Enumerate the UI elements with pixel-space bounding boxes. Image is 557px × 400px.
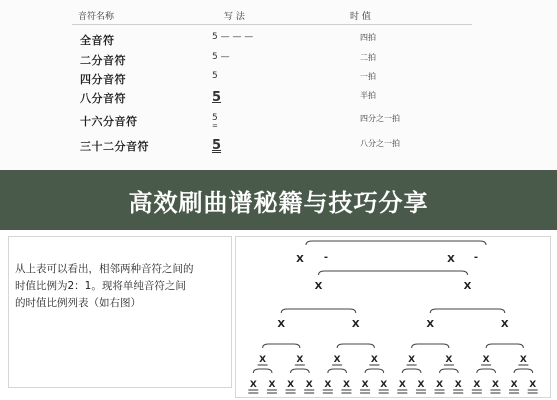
tree-note: X [408,355,416,365]
tree-note: X [463,281,472,292]
tree-note: X [491,380,499,390]
header-writing: 写 法 [224,12,245,22]
table-row [0,138,557,158]
explanation-text [15,261,229,312]
tree-note: X [287,380,295,390]
explanation-line: 的时值比例列表（如右图） [15,297,141,309]
pair-bracket [412,344,449,348]
pair-bracket [263,344,300,348]
tree-note: X [436,380,444,390]
pair-bracket [402,369,421,373]
pair-bracket [291,369,310,373]
tree-note: X [519,355,527,365]
pair-bracket [430,309,505,313]
root-bracket [306,241,486,245]
tree-note: X [417,380,425,390]
tree-note: X [454,380,462,390]
tree-note: X [445,355,453,365]
tree-note: X [370,355,378,365]
pair-bracket [319,271,468,275]
pair-bracket [281,309,356,313]
tree-note: X [296,355,304,365]
tree-note: X [380,380,388,390]
title-banner [0,170,557,230]
tree-note: X [510,380,518,390]
pair-bracket [477,369,496,373]
table-row [0,52,557,72]
note-writing: 5 [212,138,222,153]
note-writing: 5 = [212,113,218,129]
note-duration: 四拍 [360,33,376,42]
tree-note: X [314,281,323,292]
root-note: X [447,254,455,265]
root-dash: - [323,252,329,263]
tree-note: X [361,380,369,390]
note-value-table [0,0,557,170]
note-name: 十六分音符 [80,115,138,128]
pair-bracket [365,369,384,373]
pair-bracket [253,369,272,373]
table-row [0,32,557,52]
pair-bracket [514,369,533,373]
table-divider [72,24,472,25]
pair-bracket [337,344,374,348]
pair-bracket [486,344,523,348]
note-writing: 5 [212,90,222,105]
explanation-section [0,230,557,400]
tree-note: X [268,380,276,390]
tree-note: X [500,319,509,330]
explanation-panel [8,236,232,388]
tree-note: X [398,380,406,390]
root-note: X [296,254,304,265]
table-row [0,71,557,91]
pair-bracket [440,369,459,373]
banner-title: 高效刷曲谱秘籍与技巧分享 [128,188,429,217]
tree-note: X [351,319,360,330]
pair-bracket [328,369,347,373]
note-ratio-tree [235,236,551,398]
tree-note: X [426,319,435,330]
tree-note: X [324,380,332,390]
note-duration: 八分之一拍 [360,139,400,148]
note-name: 八分音符 [80,92,126,105]
header-duration: 时 值 [350,12,371,22]
note-name: 四分音符 [80,73,126,86]
tree-note: X [529,380,537,390]
tree-note: X [473,380,481,390]
tree-note: X [333,355,341,365]
tree-note: X [277,319,286,330]
root-dash: - [473,252,479,263]
tree-note: X [342,380,350,390]
tree-note: X [249,380,257,390]
note-writing: 5 [212,71,218,81]
note-name: 二分音符 [80,54,126,67]
table-row [0,90,557,110]
table-row [0,113,557,133]
note-duration: 四分之一拍 [360,114,400,123]
note-name: 全音符 [80,34,115,47]
note-duration: 二拍 [360,53,376,62]
explanation-line: 时值比例为2：1。现将单纯音符之间 [15,280,186,292]
tree-note: X [259,355,267,365]
explanation-line: 从上表可以看出，相邻两种音符之间的 [15,263,194,275]
tree-note: X [305,380,313,390]
note-duration: 一拍 [360,72,376,81]
ratio-tree-diagram [236,237,550,397]
note-duration: 半拍 [360,91,376,100]
note-writing: 5 — [212,52,230,62]
tree-note: X [482,355,490,365]
note-name: 三十二分音符 [80,140,149,153]
header-note-name: 音符名称 [78,12,115,22]
note-writing: 5 — — — [212,32,254,42]
